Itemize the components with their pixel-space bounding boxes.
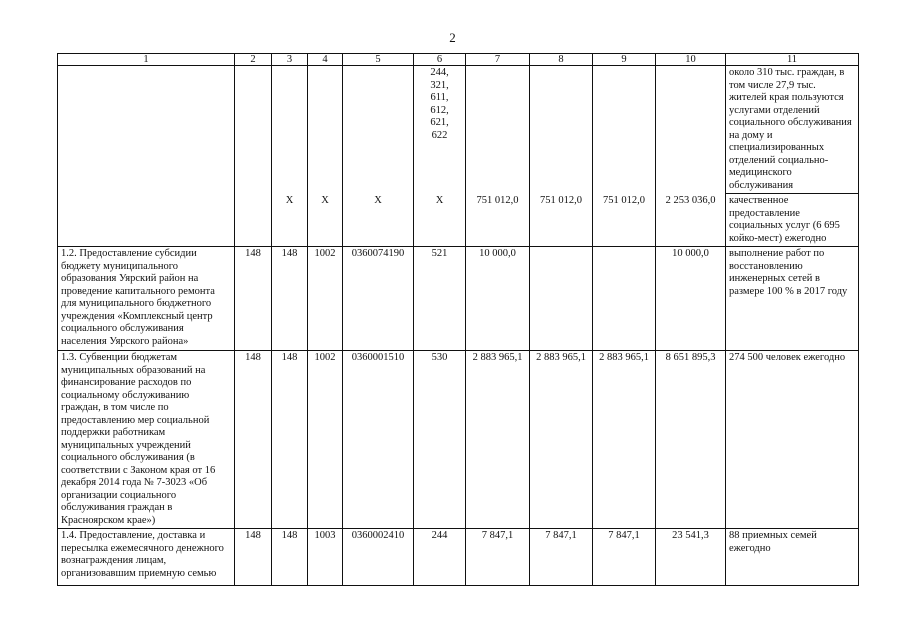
column-number: 5 <box>343 54 414 66</box>
result-cell: около 310 тыс. граждан, в том числе 27,9 тыс. жителей края пользуются услугами отделений социального обслуживания на дому и специализированных отделений социально-медицинского обслуживания <box>726 66 859 194</box>
expense-code: 622 <box>431 129 448 141</box>
table-cell <box>466 66 530 194</box>
table-row <box>58 247 859 351</box>
row-name-cell: 1.3. Субвенции бюджетам муниципальных образований на финансирование расходов по социальному обслуживанию граждан, в том числе по предоставлению мер социальной поддержки работникам муниципальных учреждений социального обслуживания (в соответствии с Законом края от 16 декабря 2014 года № 7-3023 «Об организации социального обслуживания граждан в Красноярском крае») <box>58 351 235 529</box>
amount-cell: 751 012,0 <box>593 194 656 247</box>
table-cell <box>308 66 343 194</box>
table-cell <box>656 66 726 194</box>
amount-cell: 751 012,0 <box>530 194 593 247</box>
amount-cell: 10 000,0 <box>466 247 530 351</box>
result-cell: выполнение работ по восстановлению инженерных сетей в размере 100 % в 2017 году <box>726 247 859 351</box>
table-cell: Х <box>343 194 414 247</box>
amount-total-cell: 2 253 036,0 <box>656 194 726 247</box>
column-number: 1 <box>58 54 235 66</box>
expense-code: 621, <box>430 117 449 128</box>
amount-total-cell: 23 541,3 <box>656 529 726 586</box>
budget-table <box>57 53 859 586</box>
table-row <box>58 351 859 529</box>
amount-total-cell: 10 000,0 <box>656 247 726 351</box>
amount-cell <box>530 247 593 351</box>
column-number: 7 <box>466 54 530 66</box>
column-number: 3 <box>272 54 308 66</box>
amount-cell: 751 012,0 <box>466 194 530 247</box>
table-cell <box>272 66 308 194</box>
column-number-row <box>58 54 859 66</box>
column-number: 2 <box>235 54 272 66</box>
table-cell: 1002 <box>308 247 343 351</box>
table-cell: 521 <box>414 247 466 351</box>
table-cell <box>235 66 272 247</box>
expense-code: 612, <box>430 104 449 116</box>
amount-cell: 2 883 965,1 <box>466 351 530 529</box>
column-number: 8 <box>530 54 593 66</box>
amount-cell: 7 847,1 <box>530 529 593 586</box>
row-name-cell <box>58 66 235 247</box>
table-cell: 148 <box>272 351 308 529</box>
amount-total-cell: 8 651 895,3 <box>656 351 726 529</box>
table-cell: Х <box>272 194 308 247</box>
column-number: 4 <box>308 54 343 66</box>
table-cell <box>593 66 656 194</box>
column-number: 10 <box>656 54 726 66</box>
amount-cell <box>593 247 656 351</box>
table-cell: 0360002410 <box>343 529 414 586</box>
table-cell: 1003 <box>308 529 343 586</box>
row-name-cell: 1.2. Предоставление субсидии бюджету муниципального образования Уярский район на проведение капитального ремонта для муниципального бюджетного учреждения «Комплексный центр социального обслуживания населения Уярского района» <box>58 247 235 351</box>
expense-code: 321, <box>430 79 449 91</box>
table-cell: 148 <box>272 247 308 351</box>
amount-cell: 2 883 965,1 <box>530 351 593 529</box>
result-cell: 88 приемных семей ежегодно <box>726 529 859 586</box>
amount-cell: 2 883 965,1 <box>593 351 656 529</box>
table-cell <box>343 66 414 194</box>
column-number: 9 <box>593 54 656 66</box>
expense-code: 611, <box>430 92 449 103</box>
page-number: 2 <box>449 30 456 45</box>
table-cell: Х <box>414 194 466 247</box>
table-cell: 0360001510 <box>343 351 414 529</box>
table-cell: 148 <box>235 247 272 351</box>
table-cell: Х <box>308 194 343 247</box>
table-cell <box>530 66 593 194</box>
amount-cell: 7 847,1 <box>593 529 656 586</box>
table-cell: 148 <box>235 529 272 586</box>
column-number: 11 <box>726 54 859 66</box>
table-row <box>58 529 859 586</box>
amount-cell: 7 847,1 <box>466 529 530 586</box>
table-cell: 148 <box>272 529 308 586</box>
result-cell: 274 500 человек ежегодно <box>726 351 859 529</box>
table-cell: 1002 <box>308 351 343 529</box>
column-number: 6 <box>414 54 466 66</box>
expense-code: 244, <box>430 67 449 78</box>
result-cell: качественное предоставление социальных услуг (6 695 койко-мест) ежегодно <box>726 194 859 247</box>
table-cell: 148 <box>235 351 272 529</box>
table-cell: 0360074190 <box>343 247 414 351</box>
expense-codes-cell <box>414 66 466 194</box>
table-row <box>58 66 859 194</box>
table-cell: 530 <box>414 351 466 529</box>
table-cell: 244 <box>414 529 466 586</box>
row-name-cell: 1.4. Предоставление, доставка и пересылка ежемесячного денежного вознаграждения лицам, организовавшим приемную семью <box>58 529 235 586</box>
